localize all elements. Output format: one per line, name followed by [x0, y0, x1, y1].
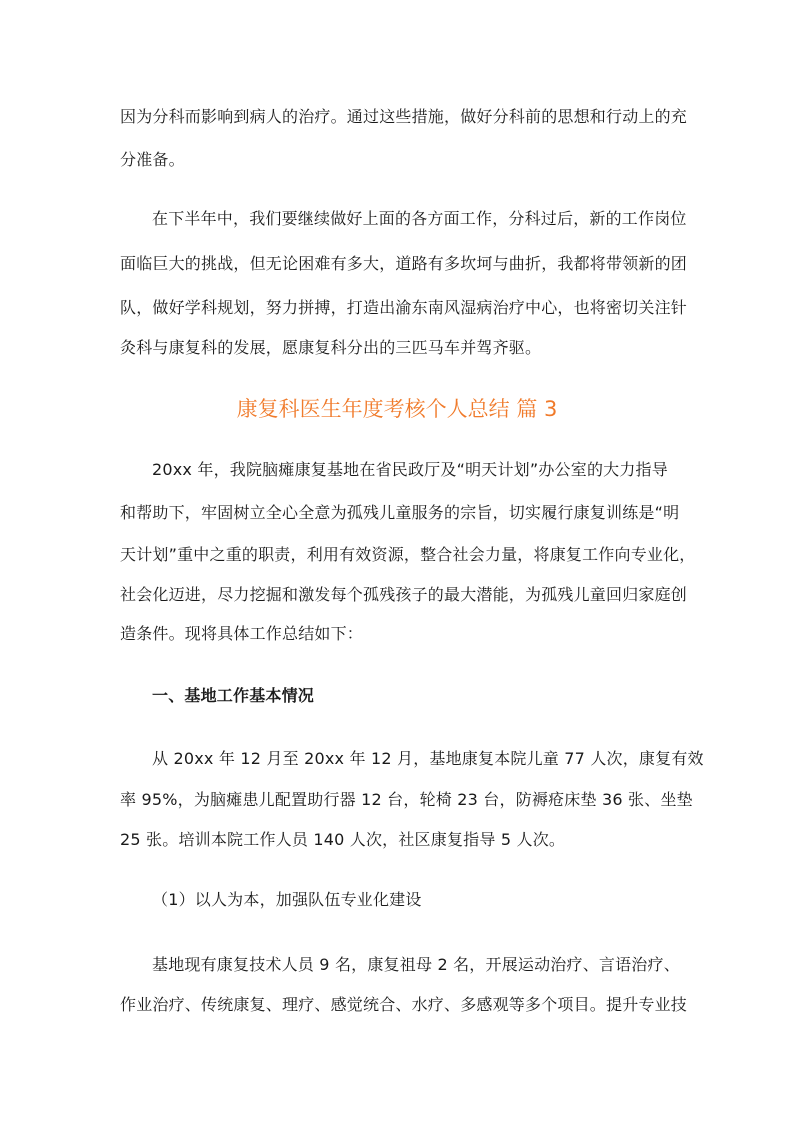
paragraph-line: 作业治疗、传统康复、理疗、感觉统合、水疗、多感观等多个项目。提升专业技 — [120, 995, 688, 1014]
paragraph-line: 队，做好学科规划，努力拼搏，打造出渝东南风湿病治疗中心，也将密切关注针 — [120, 298, 688, 317]
paragraph-line: 基地现有康复技术人员 9 名，康复祖母 2 名，开展运动治疗、言语治疗、 — [152, 955, 680, 974]
paragraph-line: 造条件。现将具体工作总结如下： — [120, 624, 364, 643]
paragraph-line: 从 20xx 年 12 月至 20xx 年 12 月，基地康复本院儿童 77 人次，康复有效 — [152, 749, 704, 768]
paragraph-line: 率 95%，为脑瘫患儿配置助行器 12 台，轮椅 23 台，防褥疮床垫 36 张、坐垫 — [120, 790, 693, 809]
paragraph-line: 天计划”重中之重的职责，利用有效资源，整合社会力量，将康复工作向专业化， — [120, 545, 696, 564]
section-title: 康复科医生年度考核个人总结 篇 3 — [236, 397, 558, 421]
paragraph-line: 面临巨大的挑战，但无论困难有多大，道路有多坎坷与曲折，我都将带领新的团 — [120, 254, 688, 273]
paragraph-line: 社会化迈进，尽力挖掘和激发每个孤残孩子的最大潜能，为孤残儿童回归家庭创 — [120, 585, 688, 604]
item-heading: （1）以人为本，加强队伍专业化建设 — [152, 890, 422, 909]
paragraph-line: 灸科与康复科的发展，愿康复科分出的三匹马车并驾齐驱。 — [120, 338, 542, 357]
paragraph-line: 和帮助下，牢固树立全心全意为孤残儿童服务的宗旨，切实履行康复训练是“明 — [120, 503, 680, 522]
paragraph-line: 在下半年中，我们要继续做好上面的各方面工作，分科过后，新的工作岗位 — [152, 209, 687, 228]
paragraph-line: 25 张。培训本院工作人员 140 人次，社区康复指导 5 人次。 — [120, 830, 566, 849]
paragraph-line: 分准备。 — [120, 150, 185, 169]
paragraph-line: 因为分科而影响到病人的治疗。通过这些措施，做好分科前的思想和行动上的充 — [120, 107, 688, 126]
subheading: 一、基地工作基本情况 — [152, 686, 315, 705]
paragraph-line: 20xx 年，我院脑瘫康复基地在省民政厅及“明天计划”办公室的大力指导 — [152, 460, 668, 479]
